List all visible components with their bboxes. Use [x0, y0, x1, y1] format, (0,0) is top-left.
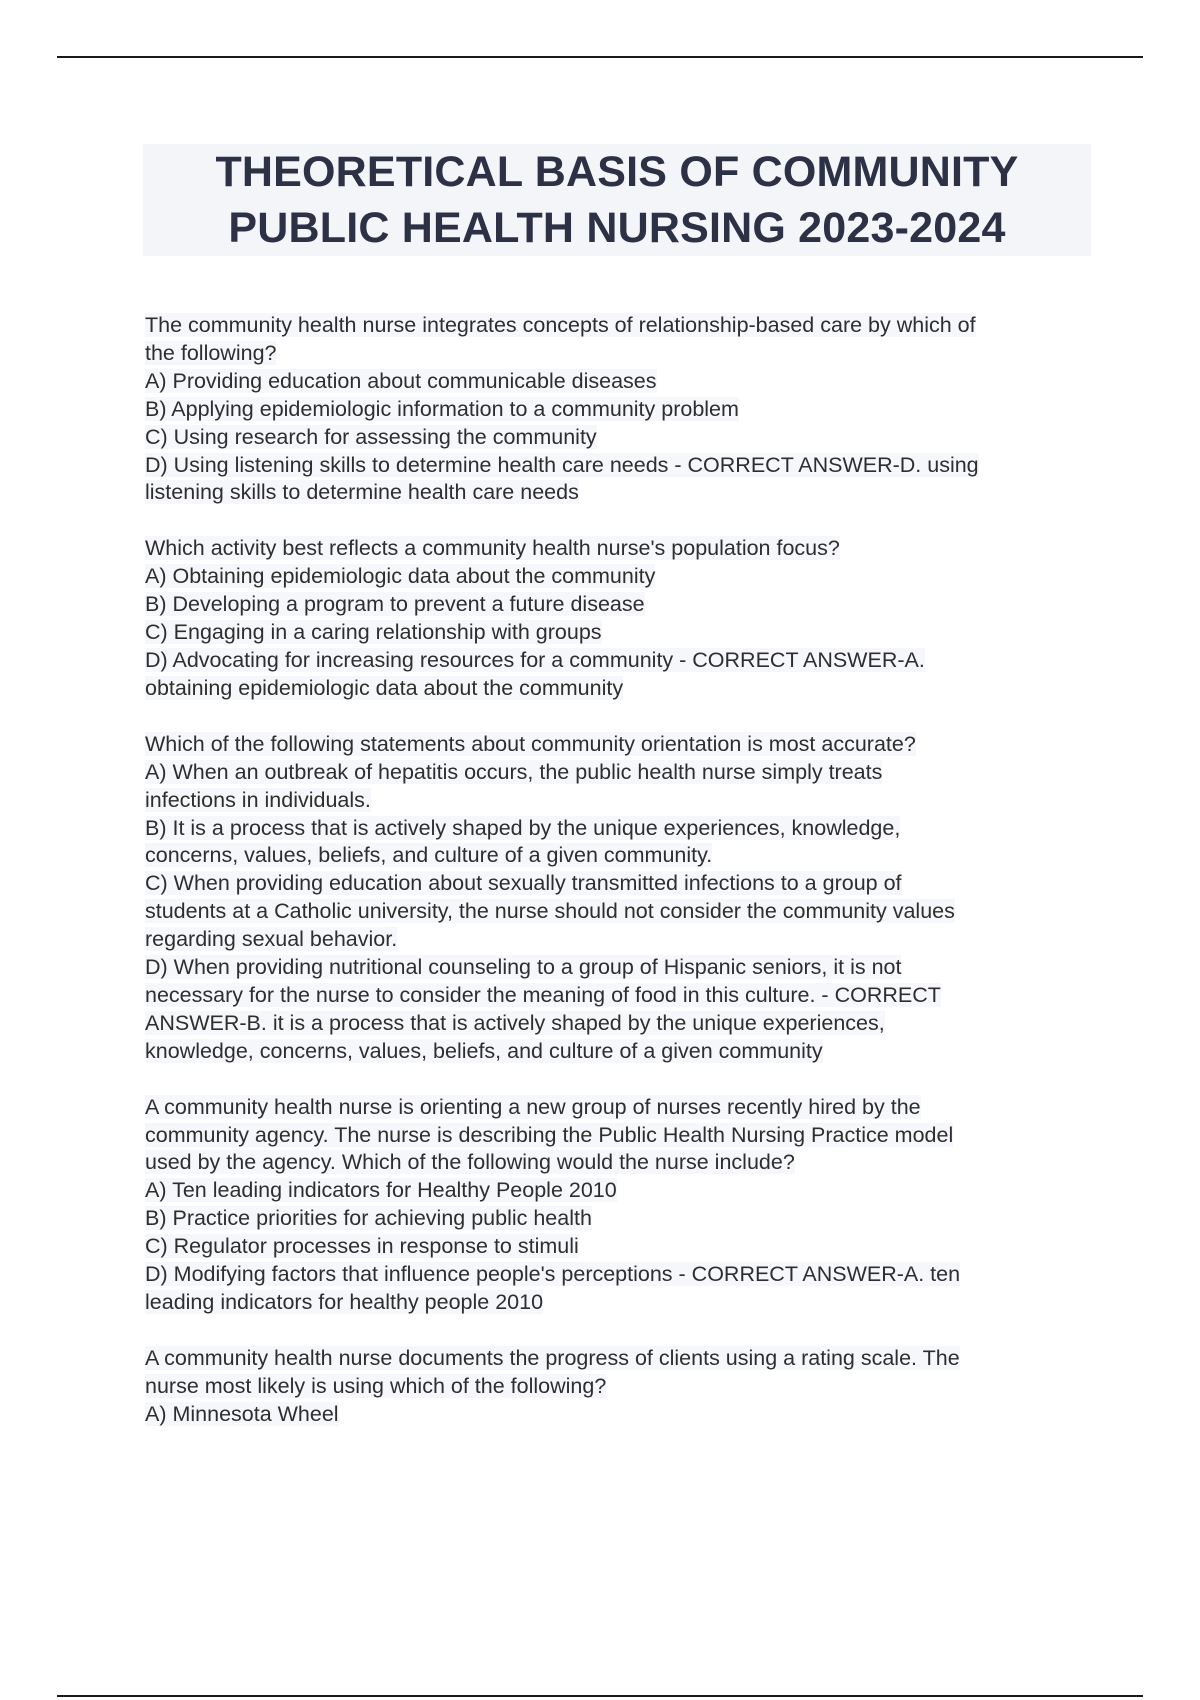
question-text: leading indicators for healthy people 2010: [145, 1290, 544, 1314]
question-text-line: [145, 1401, 1090, 1429]
question-text-line: [145, 954, 1090, 982]
question-text: listening skills to determine health care needs: [145, 480, 579, 505]
question-text-line: [145, 1177, 1090, 1205]
question-list: [145, 312, 1090, 1457]
question-text: C) When providing education about sexually transmitted infections to a group of: [145, 871, 902, 896]
question-block: [145, 1345, 1090, 1429]
title-block: [143, 144, 1091, 256]
question-text-line: [145, 1289, 1090, 1317]
question-block: [145, 1094, 1090, 1317]
question-text-line: [145, 535, 1090, 563]
question-text-line: [145, 787, 1090, 815]
question-text: A) Obtaining epidemiologic data about the community: [145, 564, 656, 589]
question-text-line: [145, 898, 1090, 926]
question-text: Which activity best reflects a community health nurse's population focus?: [145, 536, 840, 561]
question-text: B) Practice priorities for achieving public health: [145, 1206, 592, 1231]
question-text: D) When providing nutritional counseling to a group of Hispanic seniors, it is not: [145, 955, 902, 980]
question-text-line: [145, 1038, 1090, 1066]
question-text: necessary for the nurse to consider the meaning of food in this culture. - CORRECT: [145, 982, 941, 1007]
question-text-line: [145, 591, 1090, 619]
question-text-line: [145, 926, 1090, 954]
question-text: infections in individuals.: [145, 787, 371, 812]
question-block: [145, 312, 1090, 507]
question-text: B) It is a process that is actively shaped by the unique experiences, knowledge,: [145, 815, 901, 840]
question-text-line: [145, 312, 1090, 340]
question-block: [145, 731, 1090, 1066]
question-text: The community health nurse integrates concepts of relationship-based care by which of: [145, 313, 976, 337]
question-text: used by the agency. Which of the following would the nurse include?: [145, 1150, 795, 1175]
question-text-line: [145, 731, 1090, 759]
question-text: C) Regulator processes in response to stimuli: [145, 1234, 579, 1259]
question-text: C) Engaging in a caring relationship with groups: [145, 620, 602, 645]
question-text: knowledge, concerns, values, beliefs, and culture of a given community: [145, 1038, 823, 1063]
question-text-line: [145, 1205, 1090, 1233]
question-text: ANSWER-B. it is a process that is actively shaped by the unique experiences,: [145, 1010, 885, 1035]
question-text-line: [145, 368, 1090, 396]
question-text-line: [145, 1122, 1090, 1150]
question-text: B) Developing a program to prevent a future disease: [145, 592, 645, 617]
question-text: D) Using listening skills to determine health care needs - CORRECT ANSWER-D. using: [145, 452, 979, 477]
question-text: D) Advocating for increasing resources for a community - CORRECT ANSWER-A.: [145, 647, 925, 672]
question-text: regarding sexual behavior.: [145, 927, 398, 952]
question-text: community agency. The nurse is describing the Public Health Nursing Practice model: [145, 1122, 954, 1147]
question-text: C) Using research for assessing the community: [145, 424, 597, 449]
question-text-line: [145, 870, 1090, 898]
top-divider: [57, 56, 1143, 58]
question-text-line: [145, 424, 1090, 452]
question-text-line: [145, 452, 1090, 480]
question-text: the following?: [145, 340, 277, 365]
question-text-line: [145, 1373, 1090, 1401]
question-text-line: [145, 340, 1090, 368]
title-line-2: PUBLIC HEALTH NURSING 2023-2024: [228, 204, 1006, 252]
question-text: A community health nurse is orienting a new group of nurses recently hired by the: [145, 1094, 921, 1119]
question-text: students at a Catholic university, the nurse should not consider the community values: [145, 899, 955, 924]
question-text-line: [145, 759, 1090, 787]
question-text: B) Applying epidemiologic information to a community problem: [145, 396, 739, 421]
question-text-line: [145, 1261, 1090, 1289]
document-title: [215, 144, 1018, 256]
question-text: A) Providing education about communicable diseases: [145, 368, 657, 393]
question-text: A) Minnesota Wheel: [145, 1401, 339, 1426]
question-text-line: [145, 619, 1090, 647]
question-text-line: [145, 396, 1090, 424]
question-text-line: [145, 1149, 1090, 1177]
question-text: A) When an outbreak of hepatitis occurs, the public health nurse simply treats: [145, 759, 883, 784]
question-text: Which of the following statements about community orientation is most accurate?: [145, 731, 916, 756]
question-text-line: [145, 479, 1090, 507]
question-text-line: [145, 675, 1090, 703]
bottom-divider: [57, 1695, 1143, 1697]
title-line-1: THEORETICAL BASIS OF COMMUNITY: [215, 148, 1019, 196]
question-text-line: [145, 647, 1090, 675]
question-text: A community health nurse documents the progress of clients using a rating scale. The: [145, 1345, 960, 1370]
question-text-line: [145, 982, 1090, 1010]
question-text-line: [145, 1094, 1090, 1122]
question-text-line: [145, 1010, 1090, 1038]
question-text-line: [145, 1345, 1090, 1373]
question-text: A) Ten leading indicators for Healthy People 2010: [145, 1178, 617, 1203]
question-text-line: [145, 563, 1090, 591]
question-block: [145, 535, 1090, 702]
question-text-line: [145, 842, 1090, 870]
question-text: obtaining epidemiologic data about the community: [145, 675, 624, 700]
question-text: D) Modifying factors that influence people's perceptions - CORRECT ANSWER-A. ten: [145, 1262, 961, 1287]
question-text-line: [145, 815, 1090, 843]
question-text: concerns, values, beliefs, and culture of a given community.: [145, 843, 713, 868]
question-text: nurse most likely is using which of the following?: [145, 1373, 607, 1398]
question-text-line: [145, 1233, 1090, 1261]
